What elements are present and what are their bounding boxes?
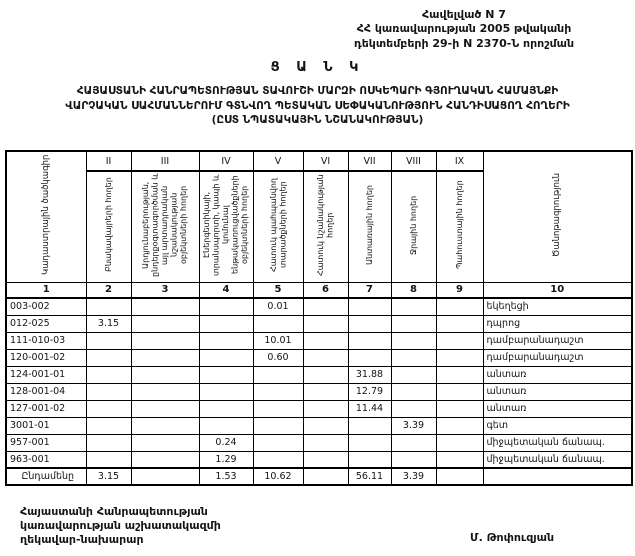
cell-value: 10.01: [253, 332, 303, 349]
cell-value: [199, 349, 253, 366]
cell-value: [303, 332, 348, 349]
cell-value: [131, 298, 199, 315]
cell-value: [131, 349, 199, 366]
cell-cadastral-code: 957-001: [6, 434, 86, 451]
cell-value: [348, 298, 391, 315]
appendix-line-1: Հավելված N 7: [422, 8, 506, 21]
cell-total-value: [131, 468, 199, 485]
cell-value: [199, 298, 253, 315]
cell-cadastral-code: 120-001-02: [6, 349, 86, 366]
cell-value: [303, 400, 348, 417]
roman-V: V: [253, 151, 303, 171]
cell-cadastral-code: 003-002: [6, 298, 86, 315]
cell-value: [303, 451, 348, 468]
cell-value: [348, 451, 391, 468]
cell-total-value: 56.11: [348, 468, 391, 485]
total-row: [6, 468, 632, 485]
cell-value: [391, 451, 436, 468]
cell-value: [303, 298, 348, 315]
cell-cadastral-code: 963-001: [6, 451, 86, 468]
cell-value: [131, 315, 199, 332]
cell-cadastral-code: 3001-01: [6, 417, 86, 434]
cell-value: [391, 383, 436, 400]
cell-value: [348, 349, 391, 366]
cell-value: [253, 315, 303, 332]
header-water-lands: Ջրային հողեր: [391, 171, 436, 282]
land-parcels-table: [5, 150, 633, 486]
cell-value: [253, 366, 303, 383]
table-row: [6, 332, 632, 349]
cell-cadastral-code: 124-001-01: [6, 366, 86, 383]
cell-value: [391, 400, 436, 417]
cell-value: [86, 383, 131, 400]
table-body: [6, 298, 632, 485]
appendix-line-2: ՀՀ կառավարության 2005 թվականի: [356, 22, 572, 36]
cell-value: 3.15: [86, 315, 131, 332]
col-num-10: 10: [483, 282, 632, 298]
header-industrial-lands: Արդյունաբերության, ընդերքօգտագործման և այլ արտադրական նշանակության օբյեկտների հողեր: [131, 171, 199, 282]
title-line-1: ՀԱՅԱՍՏԱՆԻ ՀԱՆՐԱՊԵՏՈՒԹՅԱՆ ՏԱՎՈՒՇԻ ՄԱՐԶԻ ՈՍԿԵՊԱՐԻ ԳՅՈՒՂԱԿԱՆ ՀԱՄԱՅՆՔԻ: [76, 85, 559, 97]
cell-value: [436, 315, 483, 332]
footer-line-2: կառավարության աշխատակազմի: [20, 519, 221, 533]
table-row: [6, 315, 632, 332]
cell-value: [131, 451, 199, 468]
title-block: [0, 60, 635, 128]
cell-value: 1.29: [199, 451, 253, 468]
cell-value: [436, 417, 483, 434]
col-num-7: 7: [348, 282, 391, 298]
cell-note: անտառ: [483, 383, 632, 400]
roman-IV: IV: [199, 151, 253, 171]
cell-value: [253, 400, 303, 417]
cell-value: [86, 332, 131, 349]
cell-value: [131, 332, 199, 349]
cell-note: [483, 468, 632, 485]
cell-value: [86, 434, 131, 451]
cell-value: 0.60: [253, 349, 303, 366]
roman-VII: VII: [348, 151, 391, 171]
cell-value: 12.79: [348, 383, 391, 400]
signature-name: Մ. Թոփուզյան: [470, 531, 555, 544]
cell-note: անտառ: [483, 366, 632, 383]
header-settlement-lands: Բնակավայրերի հողեր: [86, 171, 131, 282]
cell-value: [86, 400, 131, 417]
roman-II: II: [86, 151, 131, 171]
cell-value: [391, 332, 436, 349]
cell-cadastral-code: 127-001-02: [6, 400, 86, 417]
table-row: [6, 400, 632, 417]
cell-value: [253, 434, 303, 451]
roman-VIII: VIII: [391, 151, 436, 171]
table-row: [6, 298, 632, 315]
cell-value: 0.24: [199, 434, 253, 451]
cell-value: [348, 434, 391, 451]
appendix-line-3: դեկտեմբերի 29-ի N 2370-Ն որոշման: [353, 36, 575, 50]
cell-note: դպրոց: [483, 315, 632, 332]
table-row: [6, 417, 632, 434]
cell-total-value: [436, 468, 483, 485]
table-row: [6, 366, 632, 383]
cell-value: [131, 417, 199, 434]
cell-value: [199, 315, 253, 332]
col-num-4: 4: [199, 282, 253, 298]
header-energy-transport-lands: Էներգետիկայի, տրանսպորտի, կապի և կոմունալ ենթակառուցվածքների օբյեկտների հողեր: [199, 171, 253, 282]
col-num-9: 9: [436, 282, 483, 298]
cell-value: [253, 383, 303, 400]
table-row: [6, 451, 632, 468]
appendix-header: [298, 8, 630, 51]
cell-value: 11.44: [348, 400, 391, 417]
table-row: [6, 383, 632, 400]
table-row: [6, 434, 632, 451]
col-num-8: 8: [391, 282, 436, 298]
cell-value: [86, 451, 131, 468]
cell-value: [131, 400, 199, 417]
cell-note: միջպետական ճանապ.: [483, 451, 632, 468]
document-title: Ց Ա Ն Կ: [270, 60, 365, 75]
cell-note: գետ: [483, 417, 632, 434]
cell-value: 31.88: [348, 366, 391, 383]
cell-note: անտառ: [483, 400, 632, 417]
cell-value: [86, 417, 131, 434]
title-line-3: (ԸՍՏ ՆՊԱՏԱԿԱՅԻՆ ՆՇԱՆԱԿՈՒԹՅԱՆ): [211, 114, 424, 127]
table-row: [6, 349, 632, 366]
cell-note: եկեղեցի: [483, 298, 632, 315]
cell-value: [391, 434, 436, 451]
cell-value: [303, 366, 348, 383]
title-line-2: ՎԱՐՉԱԿԱՆ ՍԱՀՄԱՆՆԵՐՈՒՄ ԳՏՆՎՈՂ ՊԵՏԱԿԱՆ ՍԵՓԱԿԱՆՈՒԹՅՈՒՆ ՀԱՆԴԻՍԱՑՈՂ ՀՈՂԵՐԻ: [65, 99, 570, 112]
cell-value: [131, 366, 199, 383]
roman-VI: VI: [303, 151, 348, 171]
col-num-2: 2: [86, 282, 131, 298]
col-num-6: 6: [303, 282, 348, 298]
cell-value: [131, 383, 199, 400]
roman-III: III: [131, 151, 199, 171]
cell-value: [199, 332, 253, 349]
header-cadastral-code: [6, 151, 86, 282]
cell-value: [391, 315, 436, 332]
roman-numeral-row: [6, 151, 632, 171]
cell-note: դամբարանադաշտ: [483, 349, 632, 366]
total-label: Ընդամենը: [6, 468, 86, 485]
cell-note: միջպետական ճանապ.: [483, 434, 632, 451]
cell-value: [391, 366, 436, 383]
cell-value: [436, 349, 483, 366]
cell-value: [253, 417, 303, 434]
cell-value: [436, 451, 483, 468]
cell-value: [86, 366, 131, 383]
header-note-label: Ծանոթագրություն: [552, 172, 563, 257]
cell-total-value: 3.39: [391, 468, 436, 485]
cell-total-value: [303, 468, 348, 485]
cell-value: [348, 315, 391, 332]
cell-value: [391, 349, 436, 366]
cell-value: [86, 298, 131, 315]
cell-value: [348, 332, 391, 349]
col-num-1: 1: [6, 282, 86, 298]
header-note: [483, 151, 632, 282]
cell-value: [391, 298, 436, 315]
cell-value: [348, 417, 391, 434]
cell-value: 0.01: [253, 298, 303, 315]
footer-line-3: ղեկավար-նախարար: [20, 533, 144, 547]
cell-note: դամբարանադաշտ: [483, 332, 632, 349]
column-number-row: [6, 282, 632, 298]
cell-value: [199, 383, 253, 400]
cell-value: [303, 417, 348, 434]
cell-value: [199, 417, 253, 434]
footer-line-1: Հայաստանի Հանրապետության: [20, 505, 208, 518]
cell-value: [436, 332, 483, 349]
cell-total-value: 10.62: [253, 468, 303, 485]
cell-value: [436, 434, 483, 451]
cell-value: [436, 383, 483, 400]
cell-value: [253, 451, 303, 468]
header-forest-lands: Անտառային հողեր: [348, 171, 391, 282]
cell-value: [86, 349, 131, 366]
cell-cadastral-code: 012-025: [6, 315, 86, 332]
cell-total-value: 1.53: [199, 468, 253, 485]
header-cadastral-code-label: Կադաստրային ծածկագիր: [41, 154, 52, 275]
header-reserve-lands: Պահուստային հողեր: [436, 171, 483, 282]
header-special-purpose-lands: Հատուկ նշանակության հողեր: [303, 171, 348, 282]
cell-value: [131, 434, 199, 451]
cell-total-value: 3.15: [86, 468, 131, 485]
cell-value: [436, 400, 483, 417]
cell-value: 3.39: [391, 417, 436, 434]
cell-value: [303, 349, 348, 366]
col-num-5: 5: [253, 282, 303, 298]
footer-office-block: [20, 505, 221, 547]
cell-value: [303, 434, 348, 451]
cell-cadastral-code: 128-001-04: [6, 383, 86, 400]
cell-cadastral-code: 111-010-03: [6, 332, 86, 349]
col-num-3: 3: [131, 282, 199, 298]
cell-value: [436, 298, 483, 315]
cell-value: [199, 366, 253, 383]
header-protected-lands: Հատուկ պահպանվող տարածքների հողեր: [253, 171, 303, 282]
cell-value: [303, 315, 348, 332]
cell-value: [436, 366, 483, 383]
roman-IX: IX: [436, 151, 483, 171]
cell-value: [199, 400, 253, 417]
cell-value: [303, 383, 348, 400]
